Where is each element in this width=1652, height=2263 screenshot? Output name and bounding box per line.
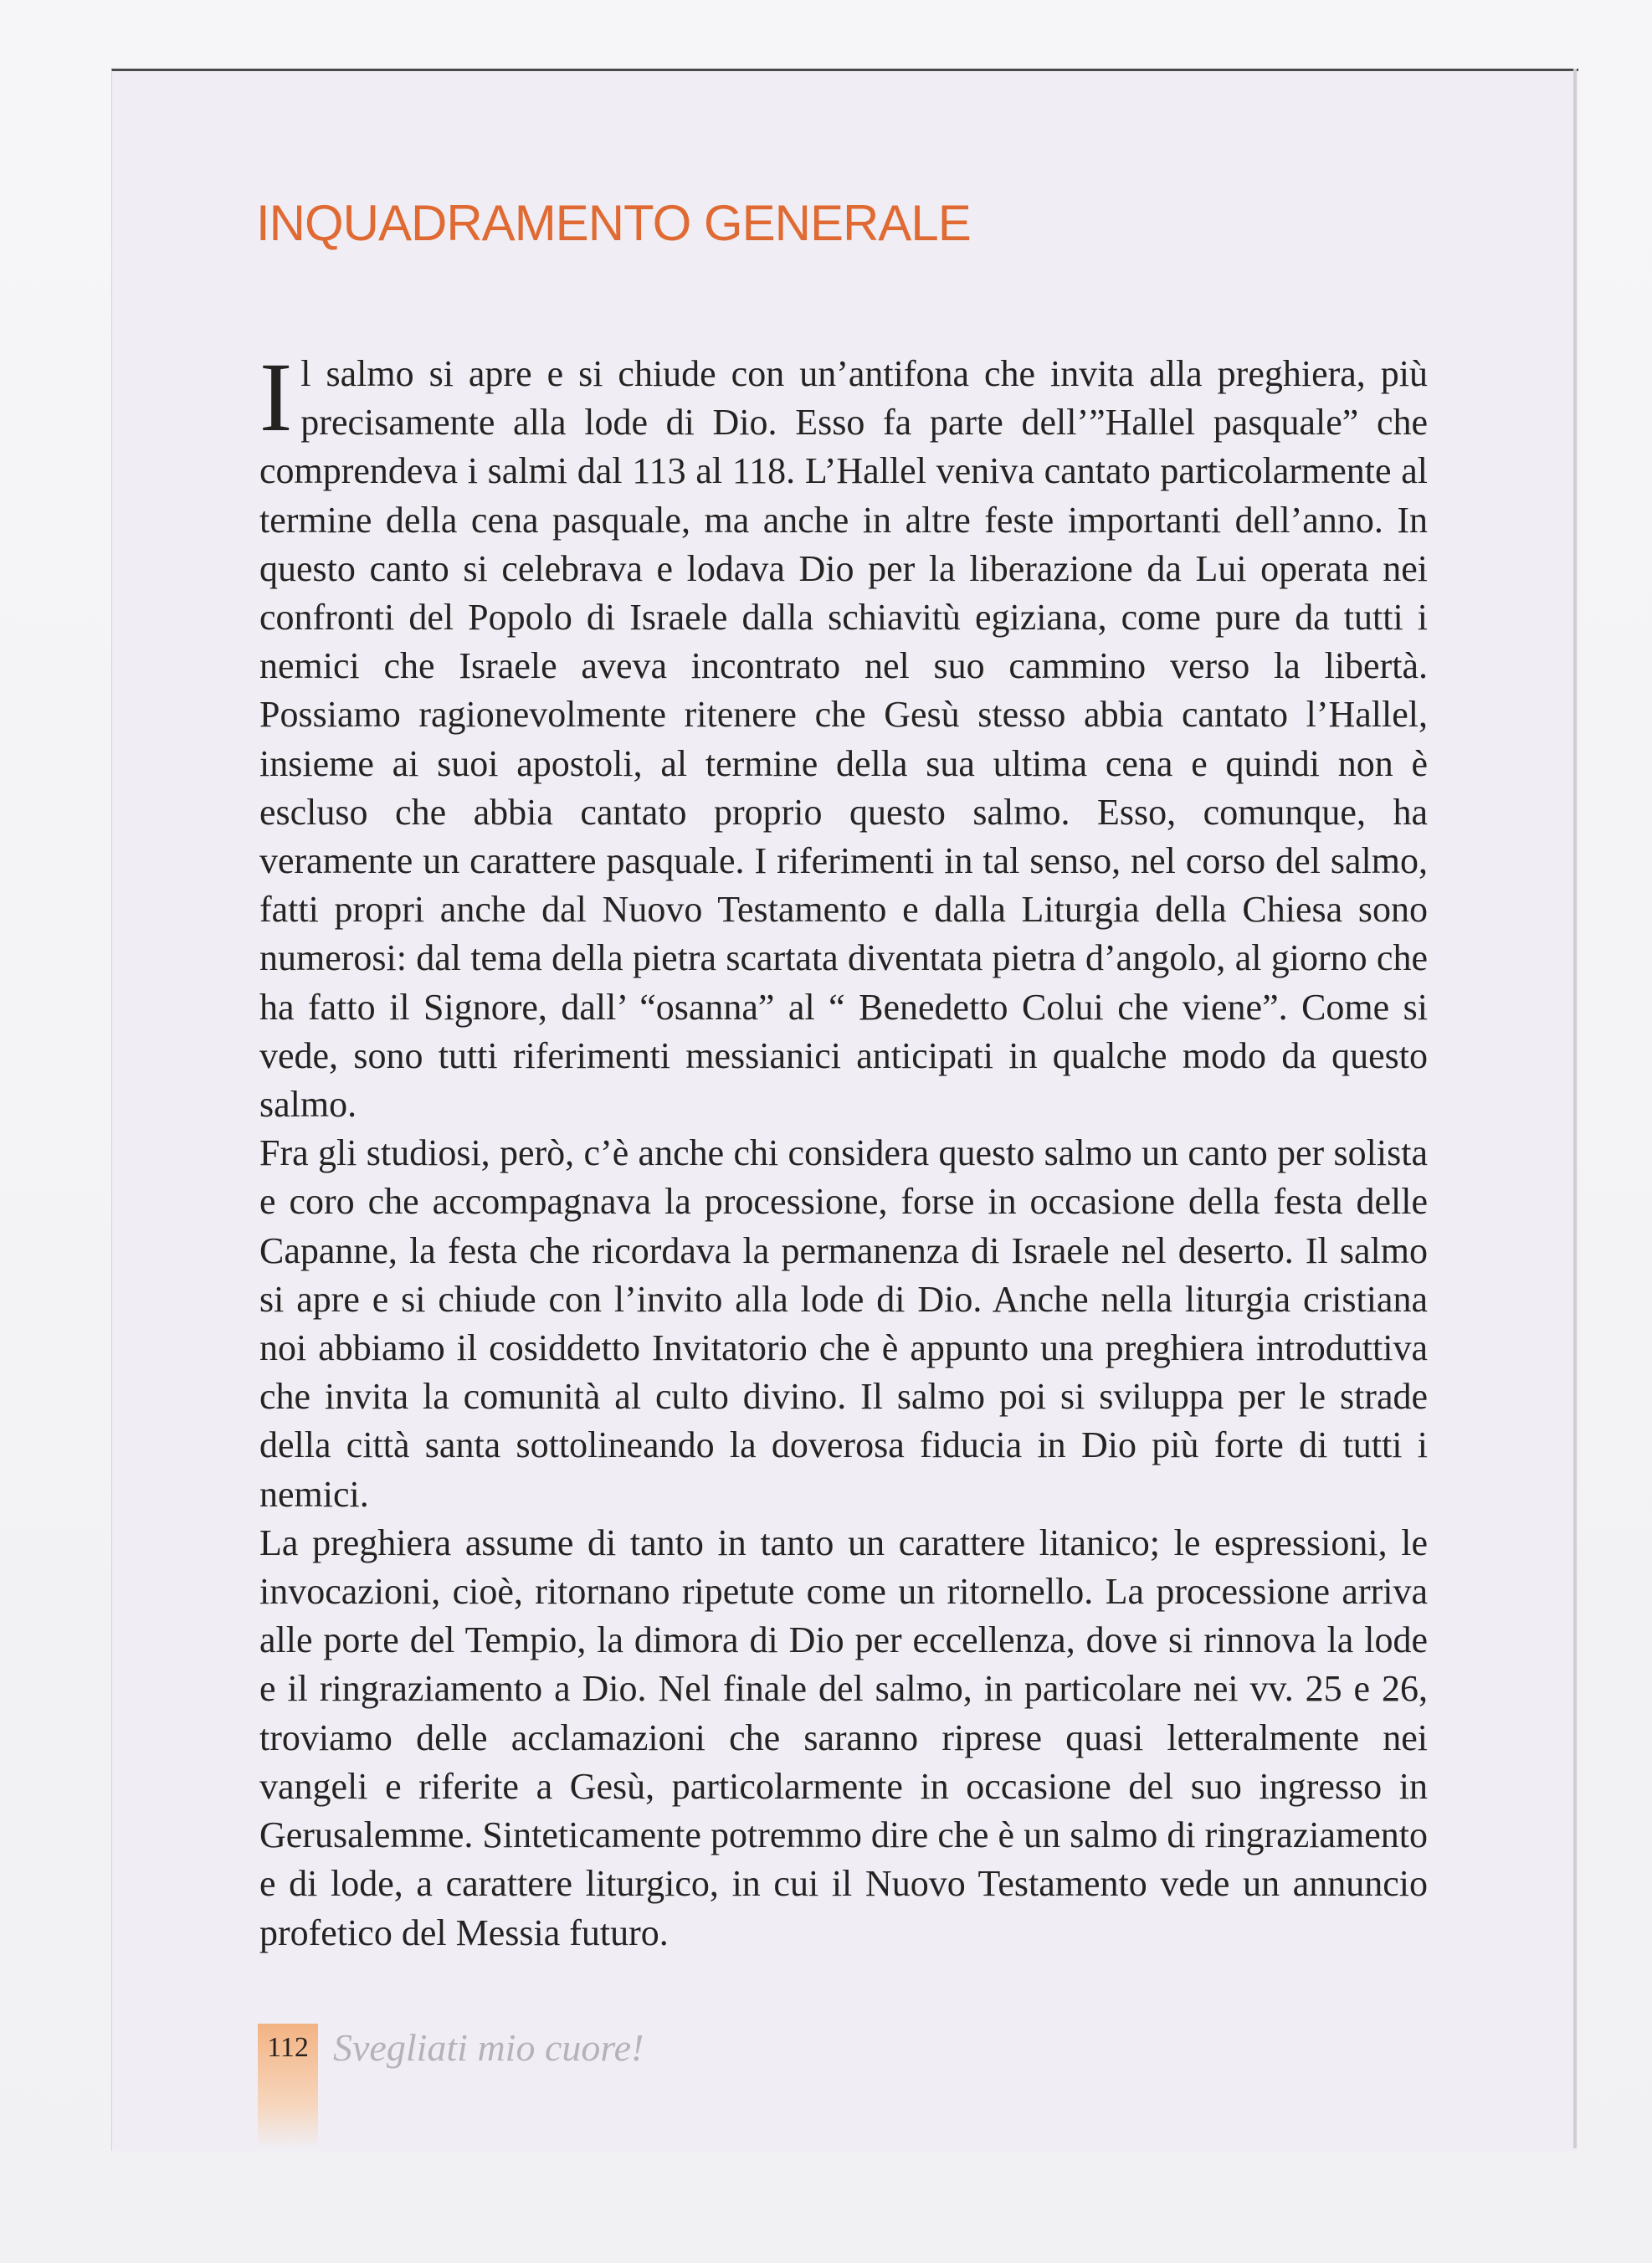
paragraph-2: Fra gli studiosi, però, c’è anche chi considera questo salmo un canto per solista e coro che accompagnava la processione, forse in occasione della festa delle Capanne, la festa che ricordava la permanenza di Israele nel deserto. Il salmo si apre e si chiude con l’invito alla lode di Dio. Anche nella liturgia cristiana noi abbiamo il cosiddetto Invitatorio che è appunto una preghiera introduttiva che invita la comunità al culto divino. Il salmo poi si sviluppa per le strade della città santa sottolineando la doverosa fiducia in Dio più forte di tutti i nemici.: [259, 1132, 1428, 1515]
drop-cap: I: [259, 342, 293, 452]
running-title: Svegliati mio cuore!: [333, 2026, 644, 2069]
section-title: INQUADRAMENTO GENERALE: [256, 195, 971, 251]
paragraph-1-text: l salmo si apre e si chiude con un’antifona che invita alla preghiera, più precisamente alla lode di Dio. Esso fa parte dell’”Hallel pasquale” che comprendeva i salmi dal 113 al 118. L’Hallel veniva cantato particolarmente al termine della cena pasquale, ma anche in altre feste importanti dell’anno. In questo canto si celebrava e lodava Dio per la liberazione da Lui operata nei confronti del Popolo di Israele dalla schiavitù egiziana, come pure da tutti i nemici che Israele aveva incontrato nel suo cammino verso la libertà. Possiamo ragionevolmente ritenere che Gesù stesso abbia cantato l’Hallel, insieme ai suoi apostoli, al termine della sua ultima cena e quindi non è escluso che abbia cantato proprio questo salmo. Esso, comunque, ha veramente un carattere pasquale. I riferimenti in tal senso, nel corso del salmo, fatti propri anche dal Nuovo Testamento e dalla Liturgia della Chiesa sono numerosi: dal tema della pietra scartata diventata pietra d’angolo, al giorno che ha fatto il Signore, dall’ “osanna” al “ Benedetto Colui che viene”. Come si vede, sono tutti riferimenti messianici anticipati in qualche modo da questo salmo.: [259, 353, 1428, 1126]
page-number: 112: [267, 2032, 309, 2063]
body-text: [259, 342, 1428, 1958]
paragraph-3: La preghiera assume di tanto in tanto un carattere litanico; le espressioni, le invocazioni, cioè, ritornano ripetute come un ritornello. La processione arriva alle porte del Tempio, la dimora di Dio per eccellenza, dove si rinnova la lode e il ringraziamento a Dio. Nel finale del salmo, in particolare nei vv. 25 e 26, troviamo delle acclamazioni che saranno riprese quasi letteralmente nei vangeli e riferite a Gesù, particolarmente in occasione del suo ingresso in Gerusalemme. Sinteticamente potremmo dire che è un salmo di ringraziamento e di lode, a carattere liturgico, in cui il Nuovo Testamento vede un annuncio profetico del Messia futuro.: [259, 1521, 1428, 1953]
page-edge: [1573, 69, 1577, 2148]
paragraph-1: [259, 342, 1428, 1129]
